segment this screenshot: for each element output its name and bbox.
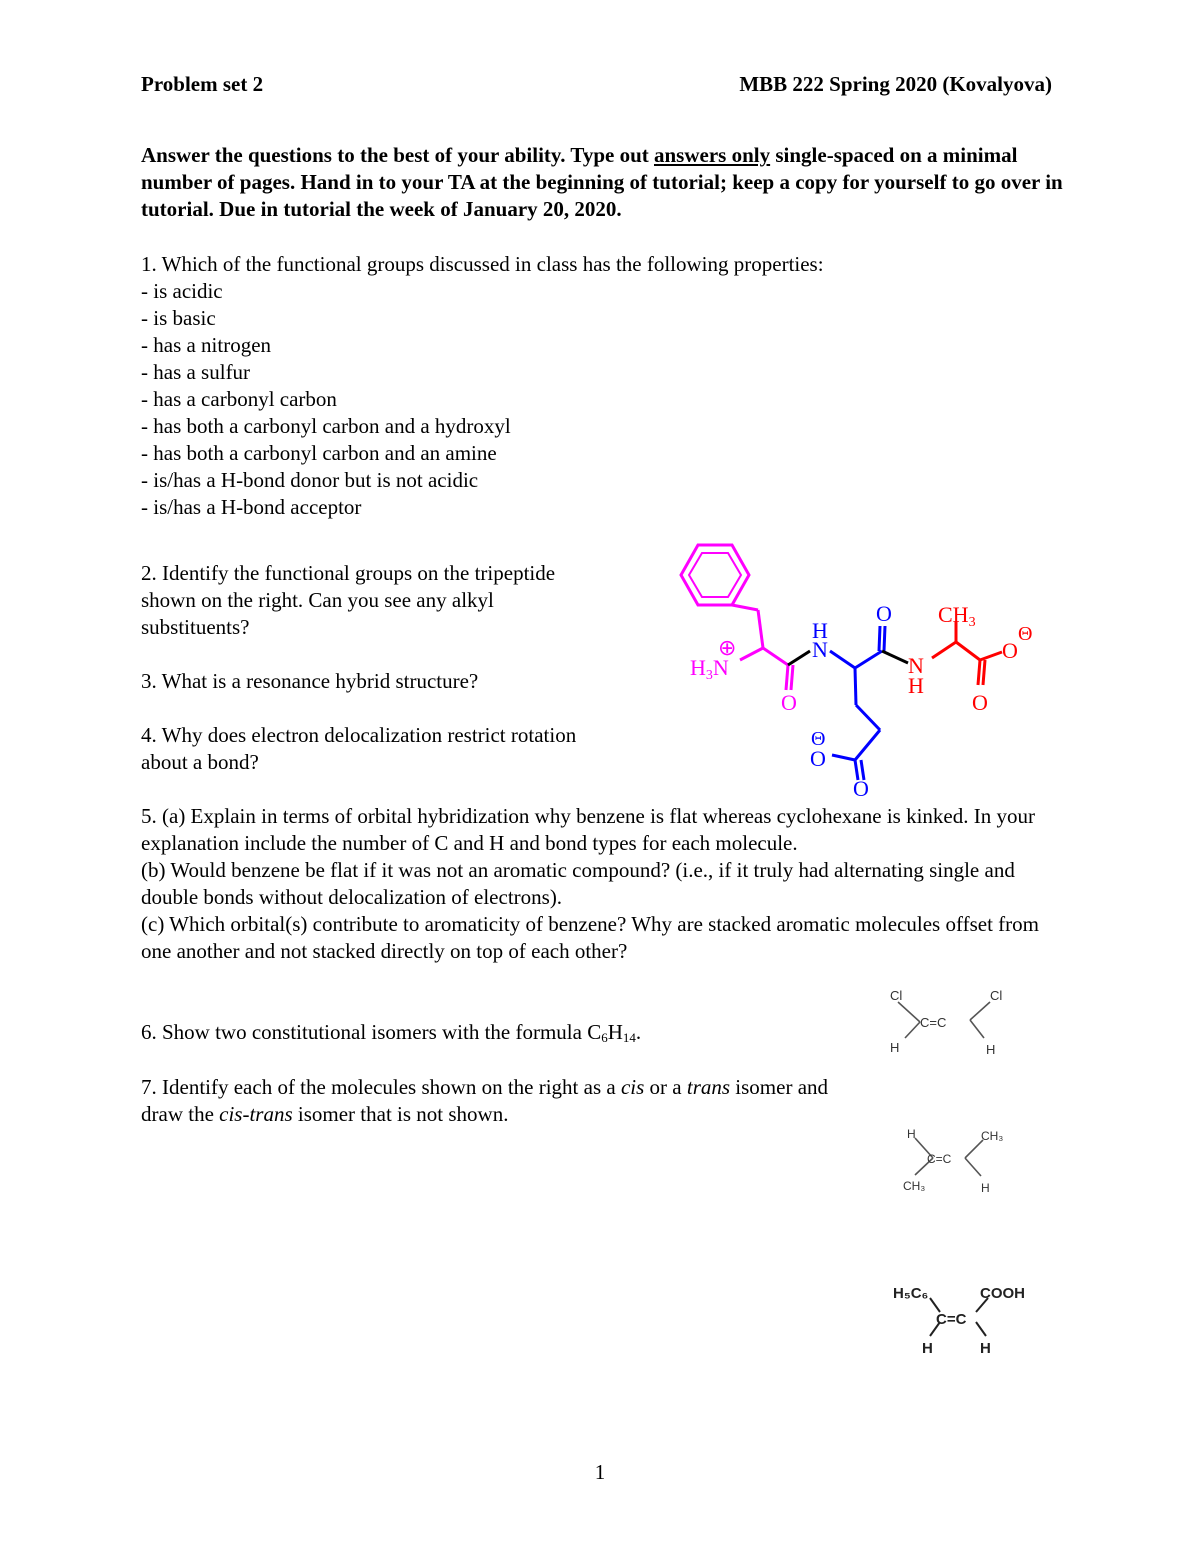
question-2: 2. Identify the functional groups on the tripeptide shown on the right. Can you see any alkyl substituents?	[141, 561, 556, 639]
page-number: 1	[594, 1460, 606, 1484]
double-bond-label: C=C	[936, 1311, 967, 1328]
ala-bonds	[932, 622, 1002, 685]
amide2-h-label: H	[908, 673, 924, 698]
header-course: MBB 222 Spring 2020 (Kovalyova)	[739, 72, 1052, 96]
substituent-label: H	[981, 1181, 990, 1195]
question-5a: 5. (a) Explain in terms of orbital hybridization why benzene is flat whereas cyclohexane is kinked. In your explanation include the number of C and H and bond types for each molecule.	[141, 804, 1035, 855]
list-item: - has both a carbonyl carbon and an amine	[141, 441, 497, 465]
list-item: - has a nitrogen	[141, 333, 272, 357]
molecule-butene	[895, 1120, 1035, 1205]
amide-h-label: H	[812, 618, 828, 643]
ch3-label: CH3	[938, 602, 976, 630]
question-5b: (b) Would benzene be flat if it was not an aromatic compound? (i.e., if it truly had alternating single and double bonds without delocalization of electrons).	[141, 858, 1015, 909]
double-bond-label: C=C	[927, 1152, 952, 1166]
glu-oxygen-label: O	[876, 601, 892, 626]
substituent-label: H₅C₆	[893, 1285, 929, 1302]
list-item: - has a sulfur	[141, 360, 251, 384]
phe-bonds	[732, 605, 793, 690]
substituent-label: CH₃	[981, 1129, 1004, 1143]
question-4: 4. Why does electron delocalization restrict rotation about a bond?	[141, 723, 577, 774]
instructions-emphasis: answers only	[654, 143, 771, 167]
phe-oxygen-label: O	[781, 690, 797, 715]
amide-n-label: N	[812, 637, 828, 662]
substituent-label: COOH	[980, 1285, 1025, 1302]
glu-bonds	[830, 626, 885, 780]
question-6: 6. Show two constitutional isomers with the formula $C_6H_{14}$.	[141, 1020, 642, 1045]
list-item: - is/has a H-bond donor but is not acidic	[141, 468, 479, 492]
amide2-n-label: N	[908, 653, 924, 678]
benzene-ring	[681, 545, 749, 605]
substituent-label: Cl	[890, 988, 903, 1003]
question-5	[141, 803, 1056, 965]
list-item: - is/has a H-bond acceptor	[141, 495, 362, 519]
side-chain-oxygen-label: O	[810, 746, 826, 771]
question-7: 7. Identify each of the molecules shown on the right as a cis or a trans isomer and draw the cis-trans isomer that is not shown.	[141, 1075, 829, 1126]
list-item: - has a carbonyl carbon	[141, 387, 337, 411]
ala-carboxylate-label: O	[1002, 638, 1018, 663]
list-item: - is acidic	[141, 279, 223, 303]
substituent-label: H	[907, 1127, 916, 1141]
list-item: - is basic	[141, 306, 216, 330]
h3n-label: H3N	[690, 655, 729, 683]
list-item: - has both a carbonyl carbon and a hydroxyl	[141, 414, 511, 438]
molecule-cinnamic-acid	[888, 1278, 1038, 1363]
molecule-dichloroethene	[880, 980, 1030, 1075]
side-chain-carbonyl-label: O	[853, 776, 869, 801]
substituent-label: CH₃	[903, 1179, 926, 1193]
question-1-stem: 1. Which of the functional groups discussed in class has the following properties:	[141, 252, 824, 276]
charge-plus-label: ⊕	[718, 635, 737, 660]
substituent-label: H	[986, 1042, 996, 1057]
substituent-label: Cl	[990, 988, 1003, 1003]
question-5c: (c) Which orbital(s) contribute to aromaticity of benzene? Why are stacked aromatic molecules offset from one another and not stacked directly on top of each other?	[141, 912, 1039, 963]
instructions: Answer the questions to the best of your ability. Type out answers only single-spaced on a minimal number of pages. Hand in to your TA at the beginning of tutorial; keep a copy for yourself to go over in tutorial. Due in tutorial the week of January 20, 2020.	[141, 143, 1063, 221]
substituent-label: H	[980, 1340, 991, 1357]
header-title: Problem set 2	[141, 72, 264, 96]
double-bond-label: C=C	[920, 1015, 947, 1030]
question-1	[141, 251, 1041, 521]
charge-minus-label-2: Θ	[1018, 623, 1033, 645]
substituent-label: H	[922, 1340, 933, 1357]
substituent-label: H	[890, 1040, 900, 1055]
ala-carbonyl-label: O	[972, 690, 988, 715]
charge-minus-label: Θ	[811, 728, 826, 750]
tripeptide-structure	[640, 530, 1060, 810]
question-3: 3. What is a resonance hybrid structure?	[141, 669, 479, 693]
